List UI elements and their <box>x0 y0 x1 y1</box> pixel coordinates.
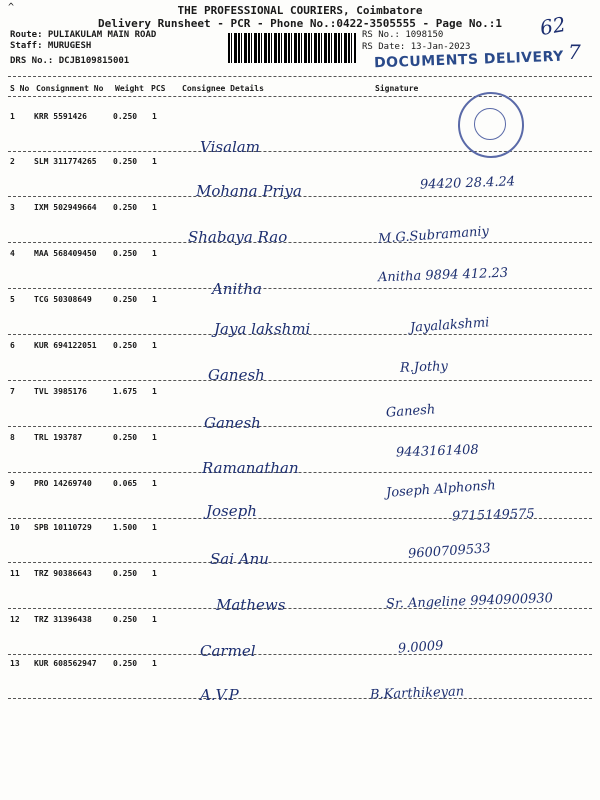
handwritten-consignee-name: Ganesh <box>208 366 265 384</box>
handwritten-signature: Joseph Alphonsh <box>385 478 497 501</box>
cell-consignment: TRZ 31396438 <box>34 615 92 624</box>
cell-pcs: 1 <box>152 295 157 304</box>
cell-sno: 13 <box>10 659 20 668</box>
cell-sno: 7 <box>10 387 15 396</box>
cell-pcs: 1 <box>152 569 157 578</box>
page-title: THE PROFESSIONAL COURIERS, Coimbatore <box>177 4 423 17</box>
row-divider <box>8 288 592 289</box>
row-divider <box>8 654 592 655</box>
handwritten-consignee-name: A.V.P <box>200 686 239 704</box>
handwritten-signature: B.Karthikeyan <box>369 684 465 703</box>
handwritten-consignee-name: Ganesh <box>204 414 261 432</box>
cell-sno: 8 <box>10 433 15 442</box>
cell-weight: 0.250 <box>113 249 138 258</box>
cell-consignment: SLM 311774265 <box>34 157 97 166</box>
rs-number: RS No.: 1098150 <box>362 30 444 40</box>
handwritten-corner-number: 7 <box>568 40 581 64</box>
cell-sno: 4 <box>10 249 15 258</box>
cell-consignment: TCG 50308649 <box>34 295 92 304</box>
cell-consignment: IXM 502949664 <box>34 203 97 212</box>
handwritten-signature: R.Jothy <box>399 359 449 376</box>
handwritten-signature: Sr. Angeline 9940900930 <box>385 591 554 612</box>
row-divider <box>8 242 592 243</box>
handwritten-consignee-name: Visalam <box>200 138 260 156</box>
documents-delivery-stamp: DOCUMENTS DELIVERY <box>373 48 564 72</box>
handwritten-signature: 9443161408 <box>395 442 479 461</box>
handwritten-signature: 9600709533 <box>407 541 492 562</box>
cell-consignment: PRO 14269740 <box>34 479 92 488</box>
cell-pcs: 1 <box>152 433 157 442</box>
cell-sno: 9 <box>10 479 15 488</box>
handwritten-consignee-name: Jaya lakshmi <box>214 320 311 338</box>
cell-pcs: 1 <box>152 387 157 396</box>
handwritten-signature: 9.0009 <box>397 638 444 657</box>
col-weight: Weight <box>115 84 144 93</box>
cell-weight: 1.675 <box>113 387 138 396</box>
cell-pcs: 1 <box>152 523 157 532</box>
handwritten-signature: Jayalakshmi <box>409 315 490 336</box>
cell-consignment: MAA 568409450 <box>34 249 97 258</box>
cell-weight: 0.250 <box>113 203 138 212</box>
cell-weight: 0.250 <box>113 295 138 304</box>
cell-consignment: TVL 3985176 <box>34 387 87 396</box>
row-divider <box>8 562 592 563</box>
row-divider <box>8 380 592 381</box>
col-pcs: PCS <box>151 84 166 93</box>
cell-weight: 0.250 <box>113 112 138 121</box>
handwritten-consignee-name: Joseph <box>206 502 257 520</box>
drs-number: DRS No.: DCJB109815001 <box>10 56 130 66</box>
handwritten-signature: 94420 28.4.24 <box>419 174 516 193</box>
handwritten-consignee-name: Anitha <box>212 280 262 298</box>
row-divider <box>8 698 592 699</box>
company-seal <box>458 92 524 158</box>
staff-label: Staff: MURUGESH <box>10 41 92 51</box>
barcode <box>228 33 356 63</box>
col-signature: Signature <box>375 84 419 93</box>
handwritten-consignee-name: Sai Anu <box>210 550 269 568</box>
handwritten-consignee-name: Ramanathan <box>202 459 299 477</box>
cell-pcs: 1 <box>152 341 157 350</box>
route-label: Route: PULIAKULAM MAIN ROAD <box>10 30 157 40</box>
cell-weight: 0.250 <box>113 341 138 350</box>
cell-consignment: KRR 5591426 <box>34 112 87 121</box>
col-sno: S No <box>10 84 30 93</box>
cell-pcs: 1 <box>152 203 157 212</box>
cell-pcs: 1 <box>152 157 157 166</box>
handwritten-signature: 9715149575 <box>451 506 535 525</box>
cell-consignment: KUR 694122051 <box>34 341 97 350</box>
cell-pcs: 1 <box>152 659 157 668</box>
page-subtitle: Delivery Runsheet - PCR - Phone No.:0422-3505555 - Page No.:1 <box>98 17 502 30</box>
handwritten-consignee-name: Mohana Priya <box>196 182 302 200</box>
cell-sno: 11 <box>10 569 20 578</box>
cell-weight: 1.500 <box>113 523 138 532</box>
cell-sno: 6 <box>10 341 15 350</box>
handwritten-consignee-name: Shabaya Rao <box>188 228 288 246</box>
cell-sno: 5 <box>10 295 15 304</box>
cell-weight: 0.250 <box>113 569 138 578</box>
rs-date: RS Date: 13-Jan-2023 <box>362 42 471 52</box>
divider <box>8 76 592 77</box>
cell-pcs: 1 <box>152 249 157 258</box>
cell-sno: 2 <box>10 157 15 166</box>
cell-sno: 3 <box>10 203 15 212</box>
cell-weight: 0.250 <box>113 157 138 166</box>
cell-sno: 12 <box>10 615 20 624</box>
caret-mark: ^ <box>8 2 15 13</box>
col-consignee: Consignee Details <box>182 84 264 93</box>
cell-pcs: 1 <box>152 479 157 488</box>
handwritten-signature: M.G.Subramaniy <box>377 224 490 247</box>
cell-consignment: KUR 608562947 <box>34 659 97 668</box>
cell-consignment: TRZ 90386643 <box>34 569 92 578</box>
cell-weight: 0.250 <box>113 659 138 668</box>
row-divider <box>8 608 592 609</box>
handwritten-signature: Ganesh <box>385 402 436 421</box>
cell-pcs: 1 <box>152 615 157 624</box>
cell-weight: 0.250 <box>113 433 138 442</box>
col-consignment: Consignment No <box>36 84 104 93</box>
row-divider <box>8 426 592 427</box>
cell-sno: 10 <box>10 523 20 532</box>
handwritten-consignee-name: Mathews <box>216 596 286 614</box>
cell-sno: 1 <box>10 112 15 121</box>
cell-consignment: TRL 193787 <box>34 433 83 442</box>
row-divider <box>8 472 592 473</box>
cell-weight: 0.250 <box>113 615 138 624</box>
cell-pcs: 1 <box>152 112 157 121</box>
cell-weight: 0.065 <box>113 479 138 488</box>
handwritten-corner-number: 62 <box>538 11 568 41</box>
handwritten-consignee-name: Carmel <box>200 642 256 660</box>
cell-consignment: SPB 10110729 <box>34 523 92 532</box>
handwritten-signature: Anitha 9894 412.23 <box>377 265 509 286</box>
